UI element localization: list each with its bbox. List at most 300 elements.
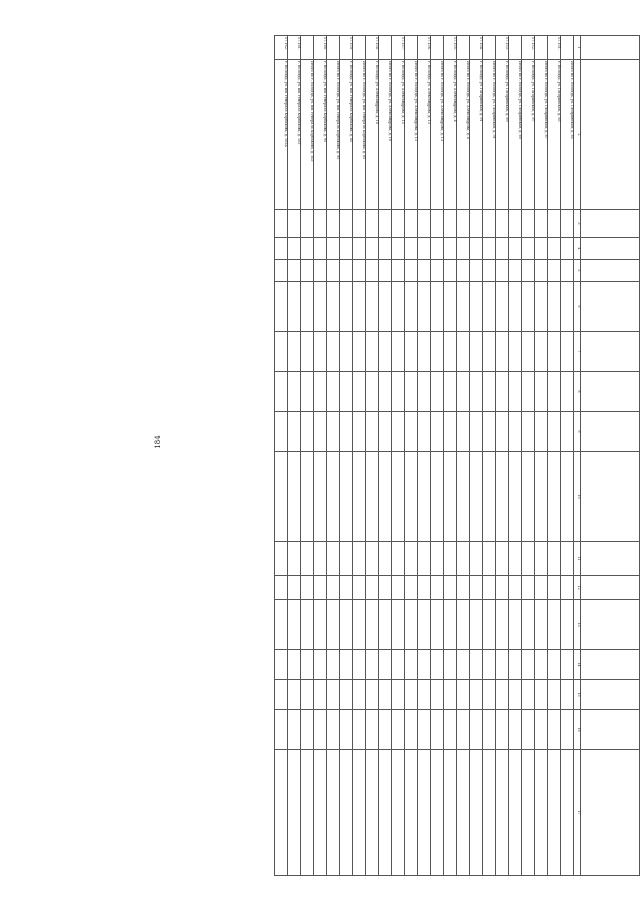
specific-cost-cell <box>379 710 392 750</box>
address-cell: г. Вологда, ул. Александрова, д. 13 <box>418 60 431 210</box>
year-end-cell <box>418 680 431 710</box>
year-end-cell <box>470 680 483 710</box>
year-end-cell <box>275 680 288 710</box>
column-header <box>581 452 640 542</box>
year-end-cell <box>379 680 392 710</box>
residents-cell <box>301 412 314 452</box>
year-end-cell <box>431 680 444 710</box>
cost-cell <box>431 600 444 650</box>
row-number: 57.152. <box>522 36 535 60</box>
entrances-cell <box>301 260 314 282</box>
year-start-cell <box>275 650 288 680</box>
wall-material-cell <box>548 282 561 332</box>
entrances-cell <box>314 260 327 282</box>
column-number: 12 <box>574 576 581 600</box>
wall-material-cell <box>418 282 431 332</box>
total-area-cell <box>366 332 379 372</box>
floors-cell <box>483 238 496 260</box>
cost-cell <box>379 600 392 650</box>
year-cell <box>405 210 418 238</box>
entrances-cell <box>522 260 535 282</box>
unit-cell <box>353 576 366 600</box>
column-number: 16 <box>574 710 581 750</box>
unit-cell <box>522 576 535 600</box>
residential-area-cell <box>535 372 548 412</box>
work-type-cell <box>496 452 509 542</box>
year-end-cell <box>405 680 418 710</box>
column-header <box>581 282 640 332</box>
address-cell: г. Вологда, ул. им. генерала Корбакова, д. 95 <box>314 60 327 210</box>
residents-cell <box>561 412 574 452</box>
year-start-cell <box>444 650 457 680</box>
residents-cell <box>535 412 548 452</box>
year-end-cell <box>483 680 496 710</box>
row-number: 57.160. <box>314 36 327 60</box>
table-row <box>561 36 574 876</box>
cost-cell <box>314 600 327 650</box>
residents-cell <box>327 412 340 452</box>
cost-cell <box>470 600 483 650</box>
address-cell: Итого по г. Вологда, ул. им. генерала Корбакова, д. 85 <box>353 60 366 210</box>
table-row <box>340 36 353 876</box>
work-type-cell <box>535 452 548 542</box>
column-header <box>581 576 640 600</box>
specific-cost-cell <box>314 710 327 750</box>
row-number <box>483 36 496 60</box>
row-number <box>431 36 444 60</box>
specific-cost-cell <box>392 710 405 750</box>
unit-cell <box>509 576 522 600</box>
total-cost-cell <box>353 750 366 876</box>
year-cell <box>561 210 574 238</box>
wall-material-cell <box>483 282 496 332</box>
total-cost-cell <box>457 750 470 876</box>
work-type-cell <box>548 452 561 542</box>
row-number <box>561 36 574 60</box>
column-header <box>581 210 640 238</box>
unit-cell <box>340 576 353 600</box>
table-row <box>431 36 444 876</box>
address-cell: Итого по г. Вологда, ул. им. генерала Корбакова, д. 103 <box>301 60 314 210</box>
cost-cell <box>561 600 574 650</box>
total-area-cell <box>392 332 405 372</box>
residential-area-cell <box>314 372 327 412</box>
entrances-cell <box>418 260 431 282</box>
year-cell <box>379 210 392 238</box>
entrances-cell <box>288 260 301 282</box>
specific-cost-cell <box>483 710 496 750</box>
total-area-cell <box>301 332 314 372</box>
work-volume-cell <box>535 542 548 576</box>
residents-cell <box>418 412 431 452</box>
year-cell <box>392 210 405 238</box>
specific-cost-cell <box>522 710 535 750</box>
specific-cost-cell <box>275 710 288 750</box>
entrances-cell <box>444 260 457 282</box>
year-start-cell <box>405 650 418 680</box>
floors-cell <box>431 238 444 260</box>
entrances-cell <box>457 260 470 282</box>
table-row <box>535 36 548 876</box>
column-header <box>581 680 640 710</box>
work-volume-cell <box>418 542 431 576</box>
cost-cell <box>483 600 496 650</box>
address-cell: г. Вологда, ул. Гагаринская, д. 91 <box>470 60 483 210</box>
floors-cell <box>288 238 301 260</box>
column-number-row <box>574 36 581 876</box>
year-end-cell <box>548 680 561 710</box>
entrances-cell <box>548 260 561 282</box>
residents-cell <box>431 412 444 452</box>
specific-cost-cell <box>405 710 418 750</box>
column-header <box>581 710 640 750</box>
work-volume-cell <box>561 542 574 576</box>
specific-cost-cell <box>288 710 301 750</box>
unit-cell <box>288 576 301 600</box>
column-header-row <box>581 36 640 876</box>
column-header <box>581 750 640 876</box>
total-area-cell <box>340 332 353 372</box>
year-start-cell <box>314 650 327 680</box>
specific-cost-cell <box>340 710 353 750</box>
row-number: 57.151. <box>548 36 561 60</box>
year-end-cell <box>561 680 574 710</box>
table-body <box>275 36 581 876</box>
table-row <box>509 36 522 876</box>
year-start-cell <box>366 650 379 680</box>
floors-cell <box>301 238 314 260</box>
floors-cell <box>340 238 353 260</box>
floors-cell <box>379 238 392 260</box>
wall-material-cell <box>340 282 353 332</box>
page-number: 184 <box>154 435 162 449</box>
year-end-cell <box>314 680 327 710</box>
total-area-cell <box>509 332 522 372</box>
specific-cost-cell <box>418 710 431 750</box>
column-header <box>581 60 640 210</box>
total-cost-cell <box>483 750 496 876</box>
year-cell <box>548 210 561 238</box>
entrances-cell <box>366 260 379 282</box>
total-cost-cell <box>418 750 431 876</box>
row-number: 57.162. <box>275 36 288 60</box>
year-cell <box>444 210 457 238</box>
work-type-cell <box>405 452 418 542</box>
table-row <box>470 36 483 876</box>
floors-cell <box>561 238 574 260</box>
work-volume-cell <box>327 542 340 576</box>
year-cell <box>301 210 314 238</box>
residents-cell <box>405 412 418 452</box>
unit-cell <box>418 576 431 600</box>
total-area-cell <box>457 332 470 372</box>
column-number: 8 <box>574 372 581 412</box>
residential-area-cell <box>366 372 379 412</box>
row-number: 57.157. <box>392 36 405 60</box>
work-volume-cell <box>340 542 353 576</box>
year-end-cell <box>366 680 379 710</box>
address-cell: Итого по г. Вологда, ул. Александрова, д. 4 <box>457 60 470 210</box>
column-header <box>581 260 640 282</box>
cost-cell <box>301 600 314 650</box>
work-type-cell <box>470 452 483 542</box>
address-cell: г. Вологда, ул. Гагаринская, д. 89 <box>496 60 509 210</box>
work-volume-cell <box>314 542 327 576</box>
cost-cell <box>275 600 288 650</box>
work-type-cell <box>353 452 366 542</box>
address-cell: Итого по г. Вологда, ул. Александрова, д. 18 <box>379 60 392 210</box>
table-row <box>522 36 535 876</box>
year-cell <box>522 210 535 238</box>
wall-material-cell <box>314 282 327 332</box>
work-type-cell <box>418 452 431 542</box>
wall-material-cell <box>509 282 522 332</box>
year-end-cell <box>301 680 314 710</box>
wall-material-cell <box>496 282 509 332</box>
work-type-cell <box>288 452 301 542</box>
row-number: 57.159. <box>340 36 353 60</box>
entrances-cell <box>353 260 366 282</box>
wall-material-cell <box>392 282 405 332</box>
residential-area-cell <box>561 372 574 412</box>
floors-cell <box>444 238 457 260</box>
work-type-cell <box>522 452 535 542</box>
unit-cell <box>470 576 483 600</box>
entrances-cell <box>275 260 288 282</box>
year-start-cell <box>535 650 548 680</box>
unit-cell <box>275 576 288 600</box>
column-number: 9 <box>574 412 581 452</box>
address-cell: Итого по г. Вологда, ул. им. генерала Корбакова, д. 95 <box>327 60 340 210</box>
residential-area-cell <box>483 372 496 412</box>
floors-cell <box>405 238 418 260</box>
table-row <box>496 36 509 876</box>
total-cost-cell <box>431 750 444 876</box>
wall-material-cell <box>522 282 535 332</box>
cost-cell <box>444 600 457 650</box>
residents-cell <box>288 412 301 452</box>
work-type-cell <box>340 452 353 542</box>
unit-cell <box>548 576 561 600</box>
year-cell <box>483 210 496 238</box>
total-cost-cell <box>405 750 418 876</box>
cost-cell <box>457 600 470 650</box>
specific-cost-cell <box>496 710 509 750</box>
total-cost-cell <box>366 750 379 876</box>
total-area-cell <box>327 332 340 372</box>
specific-cost-cell <box>301 710 314 750</box>
address-cell: Итого по г. Вологда, ул. Александрова, д. 15 <box>405 60 418 210</box>
residential-area-cell <box>457 372 470 412</box>
wall-material-cell <box>327 282 340 332</box>
wall-material-cell <box>470 282 483 332</box>
column-number: 1 <box>574 36 581 60</box>
row-number: 57.153. <box>496 36 509 60</box>
column-number: 4 <box>574 238 581 260</box>
year-start-cell <box>353 650 366 680</box>
table-row <box>366 36 379 876</box>
total-area-cell <box>275 332 288 372</box>
total-cost-cell <box>327 750 340 876</box>
total-cost-cell <box>314 750 327 876</box>
work-type-cell <box>366 452 379 542</box>
residential-area-cell <box>405 372 418 412</box>
floors-cell <box>548 238 561 260</box>
column-number: 2 <box>574 60 581 210</box>
wall-material-cell <box>535 282 548 332</box>
unit-cell <box>457 576 470 600</box>
total-cost-cell <box>535 750 548 876</box>
table-row <box>548 36 561 876</box>
row-number: 57.155. <box>444 36 457 60</box>
cost-cell <box>327 600 340 650</box>
column-number: 14 <box>574 650 581 680</box>
entrances-cell <box>483 260 496 282</box>
year-cell <box>353 210 366 238</box>
total-area-cell <box>353 332 366 372</box>
work-volume-cell <box>301 542 314 576</box>
floors-cell <box>392 238 405 260</box>
year-end-cell <box>327 680 340 710</box>
total-area-cell <box>314 332 327 372</box>
work-volume-cell <box>509 542 522 576</box>
residential-area-cell <box>353 372 366 412</box>
total-area-cell <box>561 332 574 372</box>
wall-material-cell <box>444 282 457 332</box>
year-cell <box>496 210 509 238</box>
residents-cell <box>509 412 522 452</box>
floors-cell <box>314 238 327 260</box>
specific-cost-cell <box>470 710 483 750</box>
residents-cell <box>470 412 483 452</box>
column-header <box>581 542 640 576</box>
work-type-cell <box>275 452 288 542</box>
row-number <box>405 36 418 60</box>
residential-area-cell <box>522 372 535 412</box>
work-type-cell <box>431 452 444 542</box>
year-end-cell <box>509 680 522 710</box>
work-volume-cell <box>431 542 444 576</box>
year-cell <box>366 210 379 238</box>
residential-area-cell <box>301 372 314 412</box>
floors-cell <box>522 238 535 260</box>
floors-cell <box>535 238 548 260</box>
cost-cell <box>522 600 535 650</box>
cost-cell <box>418 600 431 650</box>
floors-cell <box>496 238 509 260</box>
year-start-cell <box>379 650 392 680</box>
column-number: 7 <box>574 332 581 372</box>
total-area-cell <box>418 332 431 372</box>
residential-area-cell <box>327 372 340 412</box>
year-start-cell <box>470 650 483 680</box>
residents-cell <box>457 412 470 452</box>
residents-cell <box>392 412 405 452</box>
table-row <box>353 36 366 876</box>
year-end-cell <box>457 680 470 710</box>
specific-cost-cell <box>366 710 379 750</box>
entrances-cell <box>535 260 548 282</box>
work-volume-cell <box>457 542 470 576</box>
column-number: 17 <box>574 750 581 876</box>
unit-cell <box>327 576 340 600</box>
specific-cost-cell <box>509 710 522 750</box>
cost-cell <box>548 600 561 650</box>
table-row <box>418 36 431 876</box>
total-cost-cell <box>561 750 574 876</box>
residential-area-cell <box>431 372 444 412</box>
row-number: 57.158. <box>366 36 379 60</box>
table-row <box>327 36 340 876</box>
year-cell <box>418 210 431 238</box>
total-cost-cell <box>288 750 301 876</box>
year-cell <box>288 210 301 238</box>
residential-area-cell <box>509 372 522 412</box>
column-header <box>581 650 640 680</box>
address-cell: г. Вологда, ул. Гагаринская, д. 85 <box>548 60 561 210</box>
residents-cell <box>483 412 496 452</box>
total-cost-cell <box>379 750 392 876</box>
work-volume-cell <box>366 542 379 576</box>
wall-material-cell <box>301 282 314 332</box>
address-cell: г. Вологда, ул. Александрова, д. 4 <box>444 60 457 210</box>
specific-cost-cell <box>561 710 574 750</box>
floors-cell <box>366 238 379 260</box>
entrances-cell <box>470 260 483 282</box>
work-volume-cell <box>392 542 405 576</box>
work-volume-cell <box>353 542 366 576</box>
wall-material-cell <box>457 282 470 332</box>
year-end-cell <box>392 680 405 710</box>
year-start-cell <box>327 650 340 680</box>
residential-area-cell <box>418 372 431 412</box>
entrances-cell <box>431 260 444 282</box>
address-cell: Итого по г. Вологда, ул. Гагаринская, д. 91 <box>483 60 496 210</box>
wall-material-cell <box>275 282 288 332</box>
work-type-cell <box>457 452 470 542</box>
residents-cell <box>366 412 379 452</box>
table-row <box>405 36 418 876</box>
unit-cell <box>366 576 379 600</box>
unit-cell <box>535 576 548 600</box>
floors-cell <box>327 238 340 260</box>
residential-area-cell <box>496 372 509 412</box>
unit-cell <box>301 576 314 600</box>
residents-cell <box>275 412 288 452</box>
residential-area-cell <box>470 372 483 412</box>
wall-material-cell <box>353 282 366 332</box>
column-number: 5 <box>574 260 581 282</box>
work-volume-cell <box>444 542 457 576</box>
residents-cell <box>522 412 535 452</box>
column-number: 15 <box>574 680 581 710</box>
table-row <box>379 36 392 876</box>
work-volume-cell <box>379 542 392 576</box>
row-number <box>327 36 340 60</box>
entrances-cell <box>327 260 340 282</box>
table-row <box>301 36 314 876</box>
row-number: 57.156. <box>418 36 431 60</box>
year-start-cell <box>418 650 431 680</box>
row-number <box>379 36 392 60</box>
cost-cell <box>509 600 522 650</box>
work-type-cell <box>392 452 405 542</box>
residential-area-cell <box>340 372 353 412</box>
unit-cell <box>431 576 444 600</box>
specific-cost-cell <box>444 710 457 750</box>
residential-area-cell <box>444 372 457 412</box>
row-number: 57.161. <box>288 36 301 60</box>
